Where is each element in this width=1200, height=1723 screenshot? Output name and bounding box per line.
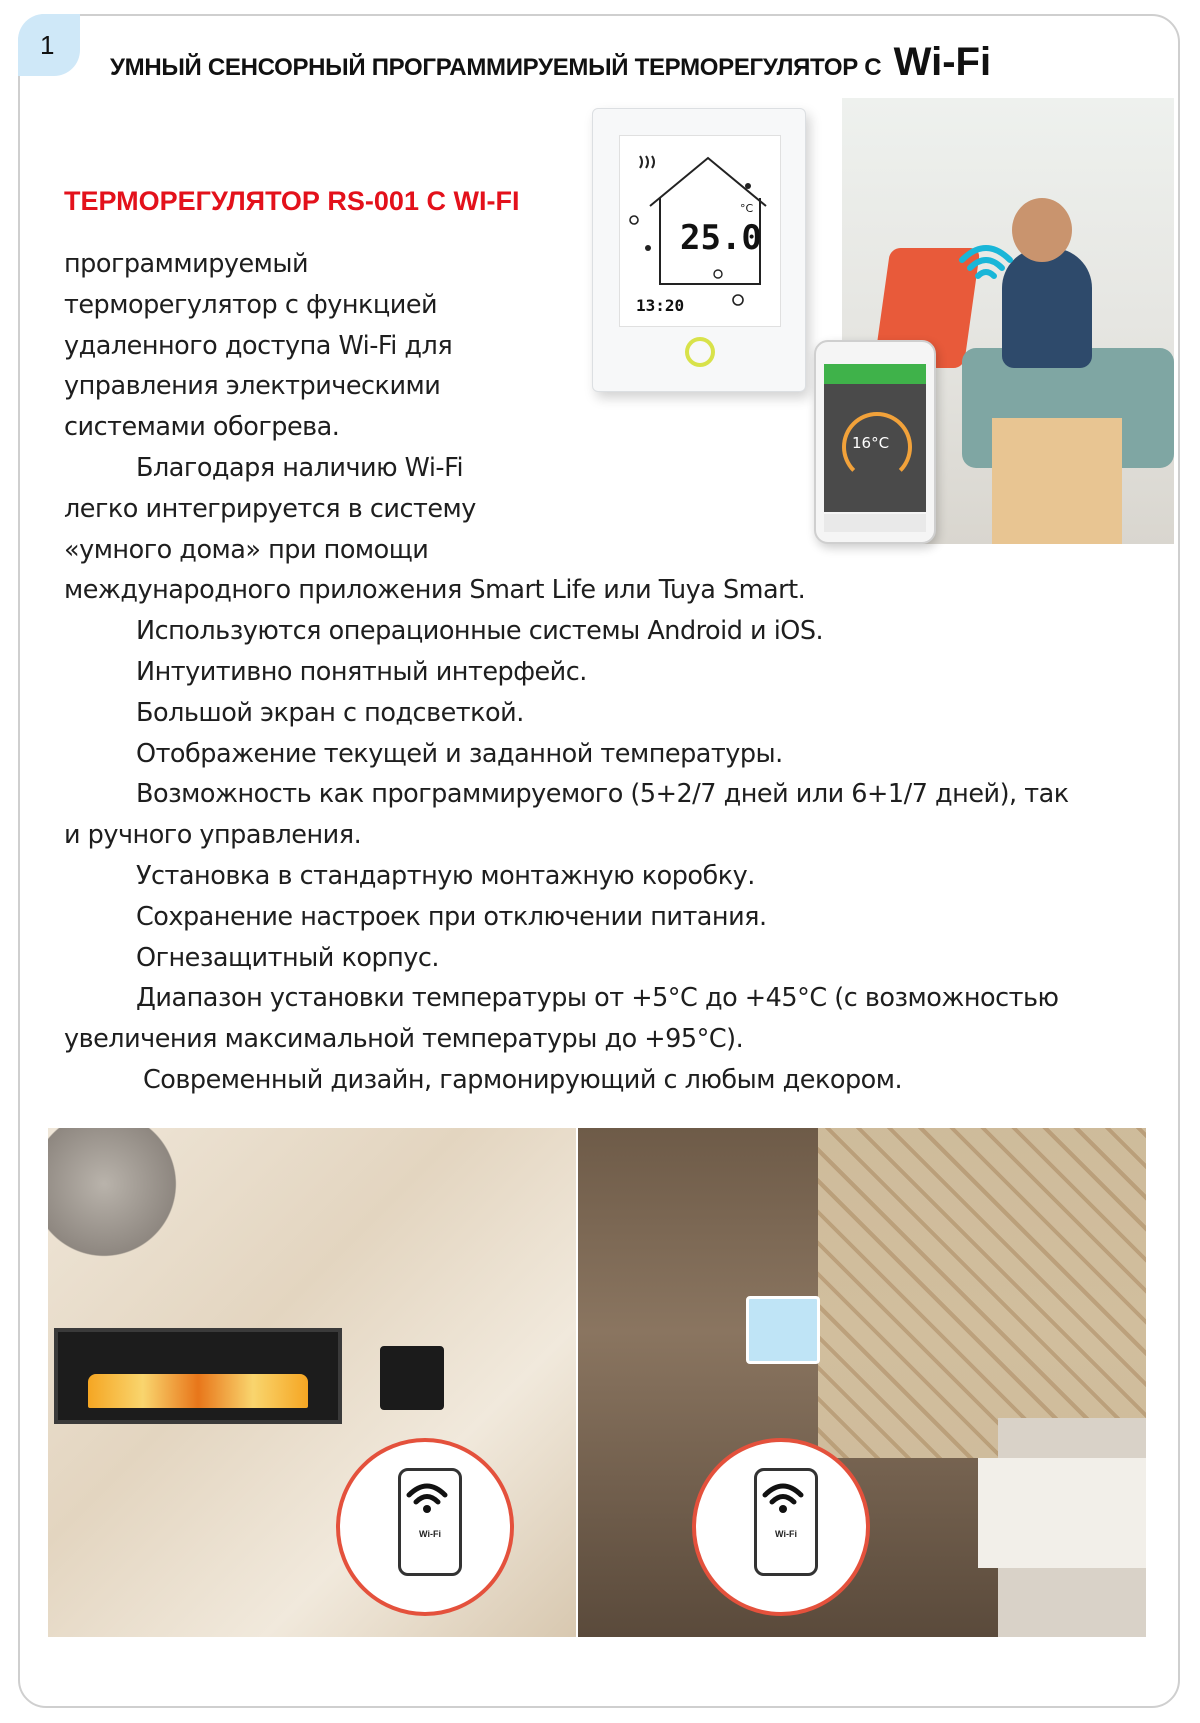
para-11-line-2: увеличения максимальной температуры до +95°С). [64, 1024, 744, 1055]
thermostat-unit: °C [740, 202, 754, 215]
wifi-phone-badge-right [692, 1438, 870, 1616]
fireplace [54, 1328, 342, 1424]
thermostat-on-wall [746, 1296, 820, 1364]
thermostat-time: 13:20 [636, 296, 685, 315]
page-number: 1 [18, 14, 80, 76]
page-title-wifi: Wi-Fi [893, 40, 992, 84]
para-6: Отображение текущей и заданной температуры. [136, 738, 783, 769]
para-1-line-4: управления электрическими [64, 371, 441, 402]
fireplace-room-photo [48, 1128, 576, 1637]
para-7-line-1: Возможность как программируемого (5+2/7 дней или 6+1/7 дней), так [136, 779, 1069, 810]
interior-photos [48, 1128, 1146, 1637]
description-text [64, 244, 1124, 1101]
para-2-line-4: международного приложения Smart Life или Tuya Smart. [64, 575, 806, 606]
wifi-label: Wi-Fi [775, 1529, 797, 1539]
thermostat-temperature: 25.0 [680, 218, 762, 258]
wifi-label: Wi-Fi [419, 1529, 441, 1539]
wifi-icon [757, 1471, 809, 1521]
para-5: Большой экран с подсветкой. [136, 697, 524, 728]
phone-icon [398, 1468, 462, 1576]
para-2-line-3: «умного дома» при помощи [64, 534, 429, 565]
para-12: Современный дизайн, гармонирующий с любым декором. [143, 1064, 903, 1095]
page-title [110, 40, 1110, 85]
product-subtitle: ТЕРМОРЕГУЛЯТОР RS-001 С WI-FI [64, 186, 520, 216]
para-1-line-2: терморегулятор с функцией [64, 289, 438, 320]
para-10: Огнезащитный корпус. [136, 942, 440, 973]
para-8: Установка в стандартную монтажную коробку. [136, 860, 755, 891]
para-9: Сохранение настроек при отключении питания. [136, 901, 767, 932]
app-temperature: 16°C [852, 434, 890, 452]
wifi-icon [401, 1471, 453, 1521]
para-1-line-1: программируемый [64, 249, 309, 279]
para-1-line-5: системами обогрева. [64, 412, 340, 443]
para-7-line-2: и ручного управления. [64, 820, 362, 851]
para-2-line-2: легко интегрируется в систему [64, 493, 476, 524]
para-2-line-1: Благодаря наличию Wi-Fi [136, 452, 464, 483]
phone-icon [754, 1468, 818, 1576]
para-4: Интуитивно понятный интерфейс. [136, 656, 587, 687]
wifi-phone-badge-left [336, 1438, 514, 1616]
bedroom-photo [578, 1128, 1146, 1637]
para-3: Используются операционные системы Android и iOS. [136, 616, 824, 647]
page-title-text: УМНЫЙ СЕНСОРНЫЙ ПРОГРАММИРУЕМЫЙ ТЕРМОРЕГУЛЯТОР С [110, 54, 882, 81]
thermostat-on-wall [380, 1346, 444, 1410]
para-1-line-3: удаленного доступа Wi-Fi для [64, 330, 453, 361]
para-11-line-1: Диапазон установки температуры от +5°С до +45°С (с возможностью [136, 983, 1059, 1014]
